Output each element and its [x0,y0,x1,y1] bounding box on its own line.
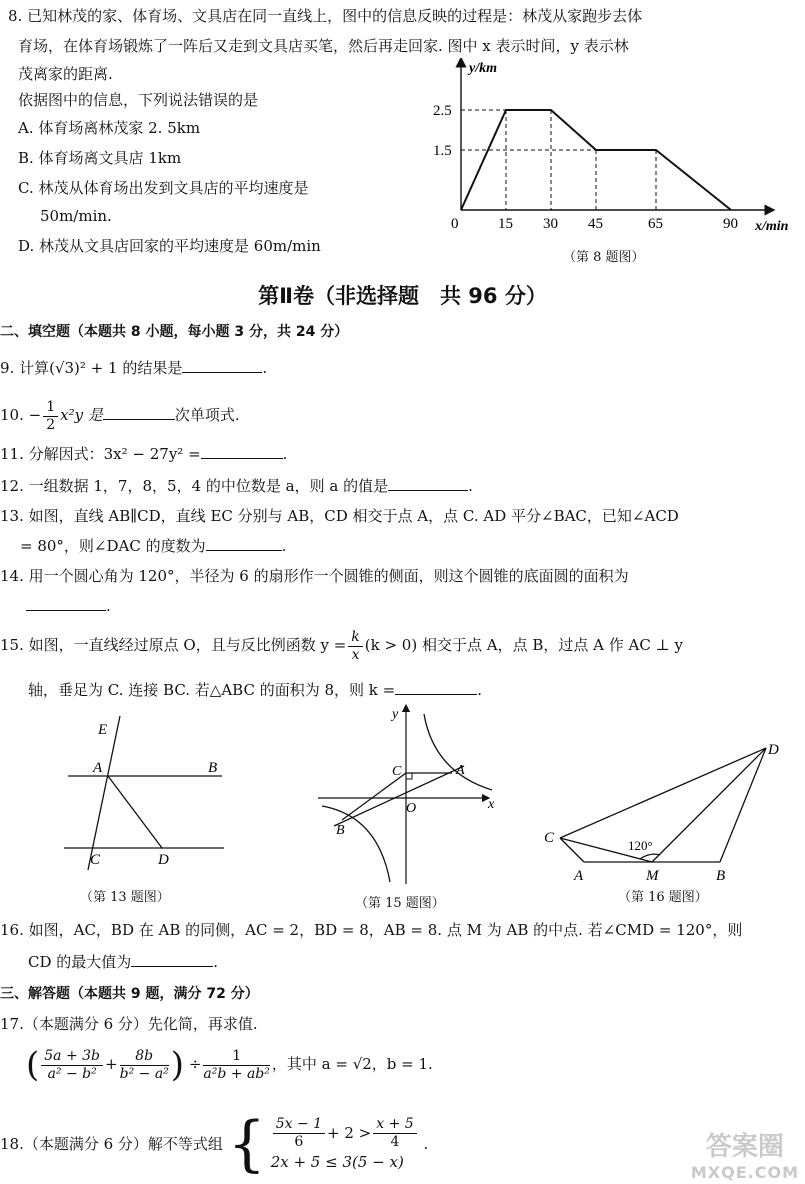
q15-line1: 15. 如图，一直线经过原点 O，且与反比例函数 y = $\frac{k}{x}$ (k > 0) 相交于点 A，点 B，过点 A 作 AC ⊥ y [0,628,683,663]
fig15-label-y: y [392,707,399,722]
q8-option-c-cont: 50m/min. [40,207,112,225]
fig13-caption: （第 13 题图） [80,890,170,905]
fig13 [60,710,230,875]
fig16 [540,732,800,882]
q9: 9. 计算(√3)² + 1 的结果是 . [0,359,268,377]
q12: 12. 一组数据 1，7，8，5，4 的中位数是 a，则 a 的值是 . [0,477,473,495]
fig16-label-c: C [544,830,555,846]
q14-line1: 14. 用一个圆心角为 120°，半径为 6 的扇形作一个圆锥的侧面，则这个圆锥的底面圆的面积为 [0,567,629,585]
watermark: 答案圈 MXQE.COM [690,1132,799,1182]
q8-line2: 育场，在体育场锻炼了一阵后又走到文具店买笔，然后再走回家. 图中 x 表示时间，y 表示林 [18,37,629,55]
fig13-label-d: D [158,852,169,868]
section2-title: 第Ⅱ卷（非选择题 共 96 分） [258,284,547,308]
fig13-label-e: E [98,722,108,738]
q17-expression: ( $\frac{5a + 3b}{\text{a² − b²}}$ + $\frac{8b}{\text{b² − a²}}$ ) ÷ $\frac{1}{\text{a²b + ab²}}$ ，其中 a = √2，b = 1. [26,1045,433,1085]
fig15-label-a: A [456,763,465,778]
fill-in-header: 二、填空题（本题共 8 小题，每小题 3 分，共 24 分） [0,324,349,340]
chart-x-tick-label: 65 [648,216,663,232]
chart-x-tick-label: 45 [588,216,603,232]
q17-line1: 17.（本题满分 6 分）先化简，再求值. [0,1015,258,1033]
chart-x-tick-label: 30 [543,216,558,232]
chart-y-tick-label: 2.5 [433,103,452,119]
fig15-hyperbola-q1 [424,714,492,790]
fig15-label-b: B [336,823,345,838]
fig16-label-d: D [768,742,779,758]
fig16-label-m: M [646,868,659,882]
q8-chart [425,58,803,238]
q13-line2: = 80°，则∠DAC 的度数为 . [20,537,287,555]
fig15-label-c: C [392,764,402,779]
q8-line3: 茂离家的距离. [18,65,113,83]
fig13-label-c: C [90,852,101,868]
fig13-label-a: A [93,760,103,776]
q16-line2: CD 的最大值为 . [28,953,219,971]
q8-option-d: D. 林茂从文具店回家的平均速度是 60m/min [18,237,321,255]
fig16-label-b: B [716,868,726,882]
fig16-label-a: A [574,868,584,882]
q10: 10. − $\frac{1}{2}$ x²y 是 次单项式. [0,398,240,433]
q14-line2: . [26,596,111,616]
q8-option-c: C. 林茂从体育场出发到文具店的平均速度是 [18,179,309,197]
q11: 11. 分解因式：3x² − 27y² = . [0,445,288,463]
fig15-right-angle-mark [406,773,412,779]
fig15 [314,702,504,887]
q8-line4: 依据图中的信息，下列说法错误的是 [18,91,259,109]
chart-x-label: x/min [755,219,789,234]
fig15-label-o: O [406,801,417,816]
q8-option-a: A. 体育场离林茂家 2. 5km [18,119,201,137]
fig13-label-b: B [208,760,218,776]
fig15-caption: （第 15 题图） [355,896,445,911]
q8-line1: 8. 已知林茂的家、体育场、文具店在同一直线上，图中的信息反映的过程是：林茂从家跑步去体 [8,7,643,25]
fig15-hyperbola-q3 [322,806,390,882]
q13-line1: 13. 如图，直线 AB∥CD，直线 EC 分别与 AB，CD 相交于点 A，点 C. AD 平分∠BAC，已知∠ACD [0,507,679,525]
fig15-label-x: x [488,797,495,812]
chart-x-tick-label: 90 [723,216,738,232]
q8-caption: （第 8 题图） [563,250,645,265]
solution-header: 三、解答题（本题共 9 题，满分 72 分） [0,986,259,1002]
fig16-caption: （第 16 题图） [618,890,708,905]
fig13-segment-ad [108,776,162,848]
chart-y-tick-label: 1.5 [433,143,452,159]
q8-option-b: B. 体育场离文具店 1km [18,149,182,167]
q16-line1: 16. 如图，AC，BD 在 AB 的同侧，AC = 2，BD = 8，AB = 8. 点 M 为 AB 的中点. 若∠CMD = 120°，则 [0,921,743,939]
fig16-segment-md [652,748,766,862]
chart-x-tick-label: 0 [451,216,459,232]
fig13-line-ec [88,716,120,870]
chart-x-tick-label: 15 [498,216,513,232]
fig16-angle-label: 120° [628,838,653,853]
q15-line2: 轴，垂足为 C. 连接 BC. 若△ABC 的面积为 8，则 k = . [28,681,482,699]
q18: 18.（本题满分 6 分）解不等式组 { $\frac{5x - 1}{6}$ + 2 > $\frac{x + 5}{4}$ 2x + 5 ≤ 3(5 − x) . [0,1109,429,1179]
chart-y-label: y/km [469,61,497,76]
